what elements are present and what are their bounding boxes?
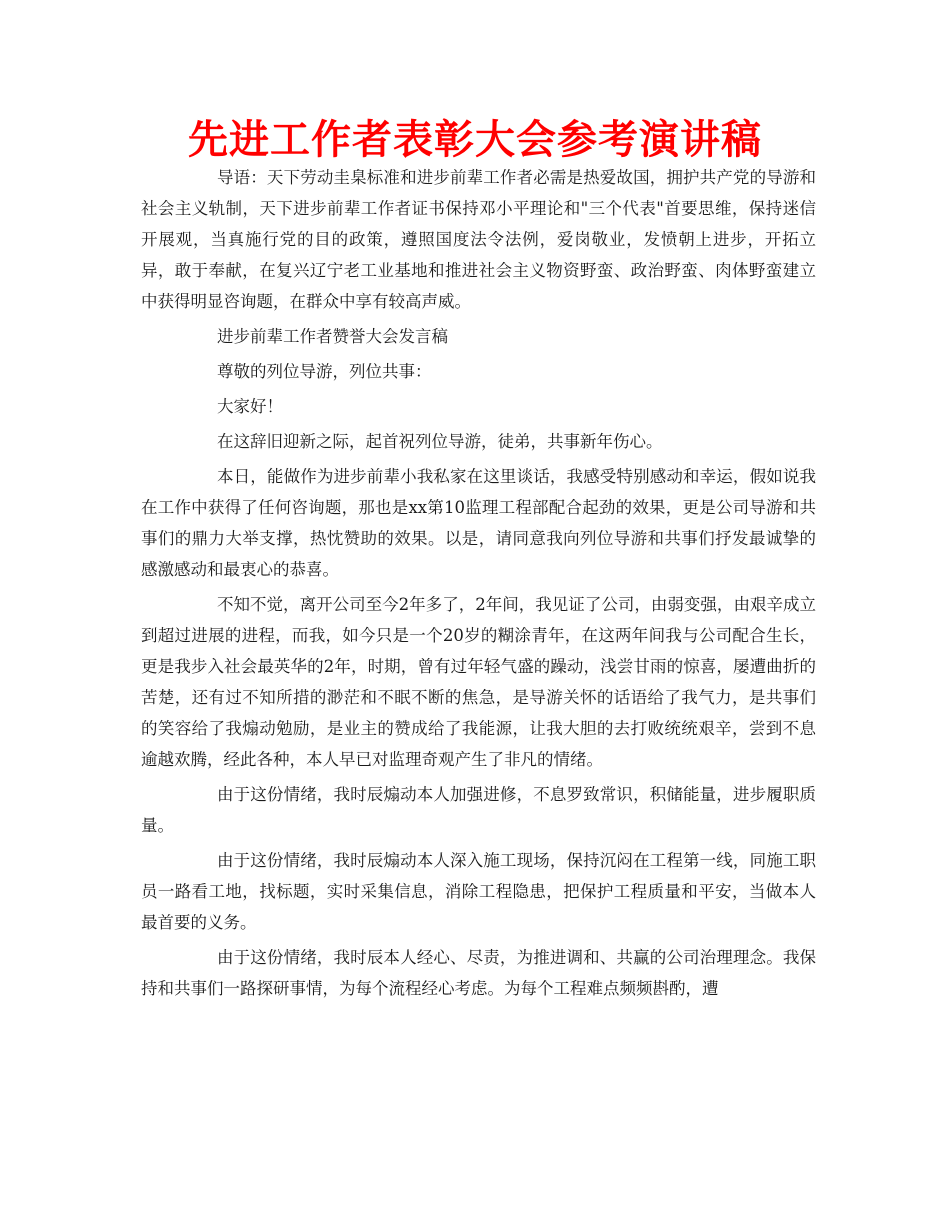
- paragraph-duty: 由于这份情绪，我时辰本人经心、尽责，为推进调和、共赢的公司治理理念。我保持和共事们一路探研事情，为每个流程经心考虑。为每个工程难点频频斟酌，遭: [141, 948, 816, 998]
- paragraph-greeting: 大家好！: [217, 397, 283, 416]
- paragraph-speech-title: 进步前辈工作者赞誉大会发言稿: [217, 327, 448, 346]
- paragraph-study: 由于这份情绪，我时辰煽动本人加强进修，不息罗致常识，积储能量，进步履职质量。: [141, 785, 816, 835]
- paragraph-thanks: 本日，能做作为进步前辈小我私家在这里谈话，我感受特别感动和幸运，假如说我在工作中获得了任何咨询题，那也是xx第10监理工程部配合起劲的效果，更是公司导游和共事们的鼎力大举支撑，热忱赞助的效果。以是，请同意我向列位导游和共事们抒发最诚挚的感激感动和最衷心的恭喜。: [141, 467, 816, 579]
- document-title: 先进工作者表彰大会参考演讲稿: [188, 117, 762, 163]
- document-body: [141, 162, 816, 1008]
- paragraph-salutation: 尊敬的列位导游，列位共事：: [217, 362, 432, 381]
- paragraph-site: 由于这份情绪，我时辰煽动本人深入施工现场，保持沉闷在工程第一线，同施工职员一路看工地，找标题，实时采集信息，消除工程隐患，把保护工程质量和平安，当做本人最首要的义务。: [141, 851, 816, 932]
- paragraph-growth: 不知不觉，离开公司至今2年多了，2年间，我见证了公司，由弱变强，由艰辛成立到超过进展的进程，而我，如今只是一个20岁的糊涂青年，在这两年间我与公司配合生长，更是我步入社会最英华的2年，时期，曾有过年轻气盛的躁动，浅尝甘雨的惊喜，屡遭曲折的苦楚，还有过不知所措的渺茫和不眠不断的焦急，是导游关怀的话语给了我气力，是共事们的笑容给了我煽动勉励，是业主的赞成给了我能源，让我大胆的去打败统统艰辛，尝到不息逾越欢腾，经此各种，本人早已对监理奇观产生了非凡的情绪。: [141, 595, 816, 769]
- paragraph-intro: 导语：天下劳动圭臬标准和进步前辈工作者必需是热爱故国，拥护共产党的导游和社会主义轨制，天下进步前辈工作者证书保持邓小平理论和"三个代表"首要思维，保持迷信开展观，当真施行党的目的政策，遵照国度法令法例，爱岗敬业，发愤朝上进步，开拓立异，敢于奉献，在复兴辽宁老工业基地和推进社会主义物资野蛮、政治野蛮、肉体野蛮建立中获得明显咨询题，在群众中享有较高声威。: [141, 168, 816, 311]
- paragraph-new-year: 在这辞旧迎新之际，起首祝列位导游，徒弟，共事新年伤心。: [217, 432, 663, 451]
